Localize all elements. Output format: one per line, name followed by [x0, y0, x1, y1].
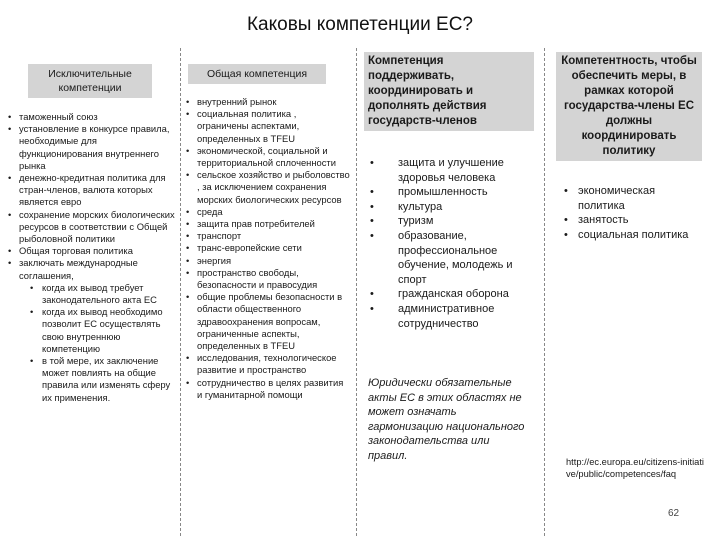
list-item: • сельское хозяйство и рыболовство , за исключением сохранения морских биологических ресурсов: [186, 169, 350, 206]
column-divider: [544, 48, 545, 536]
list-item: • транспорт: [186, 230, 350, 242]
list-item: • установление в конкурсе правила, необходимые для функционирования внутреннего рынка: [8, 123, 178, 172]
list-item: • Общая торговая политика: [8, 245, 178, 257]
list-item: • защита прав потребителей: [186, 218, 350, 230]
coordination-competence-header-text: Компетентность, чтобы обеспечить меры, в рамках которой государства-члены ЕС должны координировать политику: [561, 55, 697, 157]
list-item: • транс-европейские сети: [186, 242, 350, 254]
support-competence-header: [364, 52, 534, 131]
list-item: • туризм: [366, 214, 538, 229]
column-divider: [356, 48, 357, 536]
support-competence-list: [366, 156, 538, 331]
exclusive-competence-header: [28, 64, 152, 98]
shared-competence-header-text: Общая компетенция: [206, 68, 308, 80]
list-item: • защита и улучшение здоровья человека: [366, 156, 538, 185]
list-item: • занятость: [558, 213, 698, 228]
list-item: • гражданская оборона: [366, 287, 538, 302]
list-item: • когда их вывод требует законодательного акта ЕС: [8, 282, 178, 306]
list-item: • экономической, социальной и территориальной сплоченности: [186, 145, 350, 169]
coordination-competence-list: [558, 184, 698, 242]
list-item: • сохранение морских биологических ресурсов в соответствии с Общей рыболовной политики: [8, 209, 178, 246]
list-item: • сотрудничество в целях развития и гуманитарной помощи: [186, 377, 350, 401]
list-item: • социальная политика: [558, 228, 698, 243]
list-item: • заключать международные соглашения,: [8, 257, 178, 281]
support-competence-note: Юридически обязательные акты ЕС в этих областях не может означать гармонизацию национального законодательства или правил.: [368, 377, 525, 462]
exclusive-competence-header-text: Исключительные компетенции: [48, 68, 132, 94]
support-competence-header-text: Компетенция поддерживать, координировать и дополнять действия государств-членов: [368, 55, 487, 127]
list-item: • в той мере, их заключение может повлиять на общие правила или изменять сферу их применения.: [8, 355, 178, 404]
page-number: 62: [668, 508, 680, 519]
list-item: • культура: [366, 200, 538, 215]
list-item: • пространство свободы, безопасности и правосудия: [186, 267, 350, 291]
list-item: • экономическая политика: [558, 184, 698, 213]
source-link[interactable]: http://ec.europa.eu/citizens-initiative/public/competences/faq: [566, 457, 704, 480]
list-item: • таможенный союз: [8, 111, 178, 123]
column-divider: [180, 48, 181, 536]
list-item: • образование, профессиональное обучение, молодежь и спорт: [366, 229, 538, 287]
shared-competence-list: [186, 96, 350, 401]
list-item: • административное сотрудничество: [366, 302, 538, 331]
list-item: • социальная политика , ограничены аспектами, определенных в TFEU: [186, 108, 350, 145]
list-item: • денежно-кредитная политика для стран-членов, валюта которых является евро: [8, 172, 178, 209]
shared-competence-header: [188, 64, 326, 84]
list-item: • энергия: [186, 255, 350, 267]
list-item: • среда: [186, 206, 350, 218]
list-item: • исследования, технологическое развитие и пространство: [186, 352, 350, 376]
list-item: • внутренний рынок: [186, 96, 350, 108]
exclusive-competence-list: [8, 111, 178, 404]
page-title: Каковы компетенции ЕС?: [246, 14, 474, 35]
coordination-competence-header: [556, 52, 702, 161]
list-item: • промышленность: [366, 185, 538, 200]
list-item: • общие проблемы безопасности в области общественного здравоохранения вопросам, ограниченные аспекты, определенных в TFEU: [186, 291, 350, 352]
list-item: • когда их вывод необходимо позволит ЕС осуществлять свою внутреннюю компетенцию: [8, 306, 178, 355]
